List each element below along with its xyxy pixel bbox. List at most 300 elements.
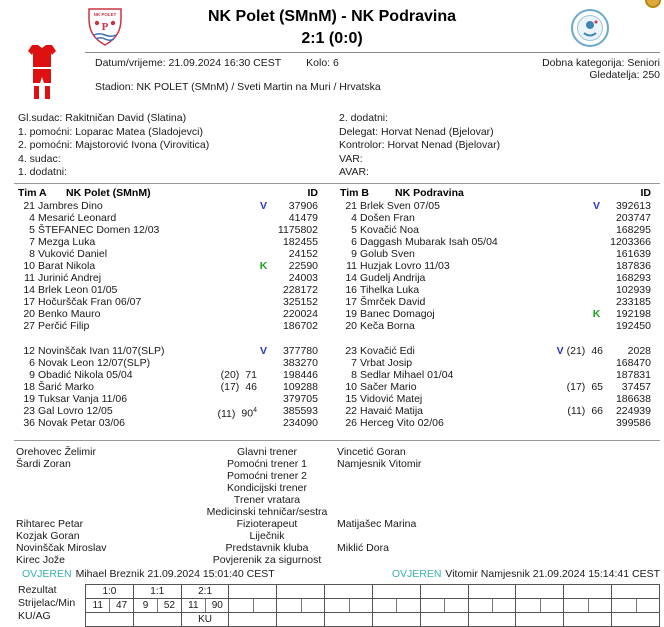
player-id: 192450	[615, 320, 651, 332]
team-b-header	[340, 187, 651, 200]
player-id: 392613	[615, 200, 651, 212]
substitution-for: (11)	[217, 407, 236, 420]
official-entry: Kontrolor: Horvat Nenad (Bjelovar)	[339, 139, 501, 151]
scorer-cell	[612, 599, 635, 612]
player-name: Obadić Nikola 05/04	[38, 369, 133, 381]
player-number: 14	[345, 272, 357, 284]
kuag-cell	[515, 613, 563, 626]
player-row	[340, 272, 651, 284]
team-name: NK Polet (SMnM)	[66, 187, 151, 199]
home-kit-icon	[28, 44, 56, 102]
player-row	[18, 284, 318, 296]
player-id: 161639	[615, 248, 651, 260]
player-name: Banec Domagoj	[360, 308, 435, 320]
player-row	[340, 369, 651, 381]
team-b-starters-list	[340, 200, 651, 332]
player-number: 27	[23, 320, 35, 332]
staff-name-team-b: Vincetić Goran	[337, 446, 406, 458]
player-row	[18, 236, 318, 248]
player-name: Kovačić Edi	[360, 345, 415, 357]
goalkeeper-badge: V	[592, 200, 600, 212]
score-cell: 1:0	[102, 586, 117, 597]
staff-role: Glavni trener	[236, 446, 298, 458]
player-id: 220024	[282, 308, 318, 320]
player-row	[340, 381, 651, 393]
score-cell	[611, 585, 659, 598]
player-row	[18, 405, 318, 420]
staff-role: Pomoćni trener 1	[227, 458, 307, 470]
staff-name-team-b: Matijašec Marina	[337, 518, 417, 530]
player-name: Brlek Sven 07/05	[360, 200, 440, 212]
player-number: 10	[23, 260, 35, 272]
minute-cell	[444, 599, 467, 612]
scorer-minute-cell	[515, 599, 563, 612]
player-name: Novak Leon 12/07(SLP)	[38, 357, 151, 369]
substitution-minute: 65	[591, 381, 603, 393]
player-name: Hočurščak Fran 06/07	[38, 296, 142, 308]
player-id: 186702	[282, 320, 318, 332]
player-status-zone	[257, 236, 270, 248]
player-name: Keča Borna	[360, 320, 415, 332]
staff-row	[16, 554, 660, 566]
player-number: 15	[345, 393, 357, 405]
official-entry: AVAR:	[339, 166, 369, 178]
player-row	[18, 357, 318, 369]
substitution-for: (21)	[566, 345, 586, 357]
result-row-labels	[18, 584, 75, 623]
player-row	[18, 320, 318, 332]
player-number: 4	[29, 212, 35, 224]
player-row	[18, 345, 318, 357]
scorer-cell	[229, 599, 252, 612]
player-row	[340, 224, 651, 236]
player-status-zone	[257, 357, 270, 369]
player-number: 11	[24, 272, 35, 284]
team-label: Tim B	[340, 187, 369, 199]
team-b-substitutes-list	[340, 345, 651, 429]
substitution-minute: $90^4$	[241, 407, 257, 420]
player-status-zone	[257, 320, 270, 332]
player-id: 198446	[282, 369, 318, 381]
player-name: Došen Fran	[360, 212, 415, 224]
officials-left	[18, 112, 339, 180]
player-row	[18, 272, 318, 284]
team-label: Tim A	[18, 187, 47, 199]
score-cell	[468, 585, 516, 598]
player-row	[340, 405, 651, 417]
player-row	[340, 236, 651, 248]
minute-cell	[492, 599, 515, 612]
scorer-cell	[277, 599, 300, 612]
staff-role: Trener vratara	[233, 494, 301, 506]
player-name: Mesarić Leonard	[38, 212, 117, 224]
result-row-label: Rezultat	[18, 584, 57, 596]
kuag-cell	[468, 613, 516, 626]
kuag-cell	[324, 613, 372, 626]
player-name: Gal Lovro 12/05	[38, 405, 113, 417]
separator-line	[14, 440, 660, 441]
player-number: 23	[345, 345, 357, 357]
player-name: Tuksar Vanja 11/06	[38, 393, 128, 405]
player-name: Mezga Luka	[38, 236, 96, 248]
scorer-minute-cell	[468, 599, 516, 612]
match-title: NK Polet (SMnM) - NK Podravina	[207, 8, 456, 25]
officials-section	[18, 112, 660, 180]
player-name: Vuković Daniel	[38, 248, 108, 260]
player-id: 203747	[615, 212, 651, 224]
player-row	[340, 308, 651, 320]
player-status-zone	[217, 405, 271, 420]
team-a-substitutes-list	[18, 345, 318, 429]
staff-row	[16, 470, 660, 482]
scorer-minute-cell	[133, 599, 181, 612]
id-column-header: ID	[640, 187, 651, 199]
minute-cell	[301, 599, 324, 612]
player-row	[18, 248, 318, 260]
player-name: Huzjak Lovro 11/03	[360, 260, 450, 272]
player-name: Benko Mauro	[38, 308, 101, 320]
minute-cell	[349, 599, 372, 612]
captain-badge: K	[259, 260, 268, 272]
minute-cell	[636, 599, 659, 612]
player-row	[18, 260, 318, 272]
player-number: 20	[23, 308, 35, 320]
kuag-cell	[276, 613, 324, 626]
official-entry: Gl.sudac: Rakitničan David (Slatina)	[18, 112, 187, 124]
player-id: 187836	[615, 260, 651, 272]
score-cell	[276, 585, 324, 598]
player-status-zone	[257, 224, 270, 236]
kuag-cell	[563, 613, 611, 626]
scorer-cell	[564, 599, 587, 612]
player-number: 21	[23, 200, 35, 212]
official-entry: Delegat: Horvat Nenad (Bjelovar)	[339, 125, 494, 138]
separator-line	[14, 183, 660, 184]
player-id: 187831	[615, 369, 651, 381]
player-number: 9	[351, 248, 357, 260]
player-id: 224939	[615, 405, 651, 417]
score-cell: 1:1	[133, 585, 181, 598]
staff-name-team-a: Kozjak Goran	[16, 530, 80, 542]
player-id: 377780	[282, 345, 318, 357]
staff-role: Liječnik	[249, 530, 285, 542]
player-row	[340, 345, 651, 357]
verification-status: OVJEREN	[22, 568, 72, 580]
player-number: 22	[345, 405, 357, 417]
minute-cell	[396, 599, 419, 612]
staff-row	[16, 530, 660, 542]
substitution-for: (17)	[220, 381, 240, 393]
player-name: Havaić Matija	[360, 405, 424, 417]
player-id: 168293	[615, 272, 651, 284]
player-row	[18, 308, 318, 320]
scorer-cell: 11	[92, 600, 103, 611]
player-number: 36	[23, 417, 35, 429]
official-entry: 2. dodatni:	[339, 112, 389, 124]
score-cell	[372, 585, 420, 598]
team-a-header	[18, 187, 318, 200]
scorer-minute-cell	[611, 599, 659, 612]
player-number: 26	[345, 417, 357, 429]
player-id: 234090	[282, 417, 318, 429]
player-row	[340, 393, 651, 405]
staff-role: Predstavnik kluba	[225, 542, 309, 554]
player-status-zone	[257, 393, 270, 405]
substitution-for: (11)	[567, 405, 586, 417]
team-name: NK Podravina	[395, 187, 464, 199]
player-name: Barat Nikola	[38, 260, 96, 272]
score-cell	[420, 585, 468, 598]
player-name: Daggash Mubarak Isah 05/04	[360, 236, 498, 248]
player-status-zone	[257, 284, 270, 296]
player-status-zone	[257, 345, 270, 357]
player-status-zone	[257, 308, 270, 320]
player-id: 41479	[288, 212, 318, 224]
staff-role: Fizioterapeut	[236, 518, 298, 530]
player-row	[18, 200, 318, 212]
staff-row	[16, 482, 660, 494]
kuag-cell	[133, 613, 181, 626]
player-status-zone	[257, 260, 270, 272]
score-cell	[228, 585, 276, 598]
verification-signer: Vitomir Namjesnik 21.09.2024 15:14:41 CEST	[445, 568, 660, 580]
staff-row	[16, 518, 660, 530]
player-status-zone	[221, 381, 270, 393]
substitution-minute: 46	[245, 381, 257, 393]
player-name: Šarić Marko	[38, 381, 95, 393]
player-id: 24152	[288, 248, 318, 260]
scorer-minute-cell	[324, 599, 372, 612]
player-id: 2028	[627, 345, 651, 357]
player-id: 192198	[615, 308, 651, 320]
scorer-cell: 9	[142, 600, 149, 611]
official-entry: 1. pomoćni: Loparac Matea (Sladojevci)	[18, 125, 204, 138]
player-name: Gudelj Andrija	[360, 272, 426, 284]
player-name: Perčić Filip	[38, 320, 90, 332]
player-status-zone	[221, 369, 270, 381]
verification-left	[22, 568, 275, 580]
match-round: Kolo: 6	[306, 57, 339, 69]
player-status-zone	[590, 200, 603, 212]
player-id: 168295	[615, 224, 651, 236]
staff-name-team-b: Namjesnik Vitomir	[337, 458, 422, 470]
captain-badge: K	[592, 308, 601, 320]
official-entry: 1. dodatni:	[18, 166, 68, 178]
player-status-zone	[590, 308, 603, 320]
scorer-minute-cell	[86, 599, 133, 612]
scorer-minute-cell	[563, 599, 611, 612]
minute-cell: 52	[157, 599, 180, 612]
gold-badge-icon	[645, 0, 661, 8]
player-number: 21	[345, 200, 357, 212]
player-status-zone	[257, 417, 270, 429]
player-id: 399586	[615, 417, 651, 429]
player-name: Šmrček David	[360, 296, 426, 308]
player-number: 11	[346, 260, 357, 272]
player-name: Vrbat Josip	[360, 357, 413, 369]
player-row	[340, 357, 651, 369]
player-id: 383270	[282, 357, 318, 369]
player-id: 182455	[282, 236, 318, 248]
verification-signer: Mihael Breznik 21.09.2024 15:01:40 CEST	[75, 568, 275, 580]
score-cell	[515, 585, 563, 598]
player-id: 385593	[282, 405, 318, 417]
minute-cell: 90	[205, 599, 228, 612]
player-name: Brlek Leon 01/05	[38, 284, 118, 296]
player-name: Jurinić Andrej	[38, 272, 102, 284]
player-row	[340, 212, 651, 224]
staff-role: Povjerenik za sigurnost	[212, 554, 322, 566]
player-id: 22590	[288, 260, 318, 272]
scorer-minute-cell	[420, 599, 468, 612]
scorer-minute-cell	[276, 599, 324, 612]
score-cell: 2:1	[181, 585, 229, 598]
staff-row	[16, 494, 660, 506]
staff-row	[16, 446, 660, 458]
scorer-cell	[421, 599, 444, 612]
result-table	[85, 584, 660, 627]
player-number: 14	[23, 284, 35, 296]
player-status-zone	[257, 248, 270, 260]
result-scorer-row	[86, 598, 659, 612]
player-id: 233185	[615, 296, 651, 308]
player-id: 109288	[282, 381, 318, 393]
player-row	[18, 224, 318, 236]
scorer-minute-cell	[228, 599, 276, 612]
player-id: 102939	[615, 284, 651, 296]
player-id: 1175802	[277, 224, 318, 236]
kuag-cell: KU	[181, 613, 229, 626]
player-number: 17	[23, 296, 35, 308]
player-name: Vidović Matej	[360, 393, 423, 405]
player-number: 19	[345, 308, 357, 320]
result-row-label: KU/AG	[18, 610, 51, 622]
match-info-block	[85, 52, 660, 99]
goalkeeper-badge: V	[259, 200, 267, 212]
player-name: Kovačić Noa	[360, 224, 419, 236]
scorer-cell	[516, 599, 539, 612]
player-number: 12	[23, 345, 35, 357]
result-kuag-row	[86, 612, 659, 626]
staff-name-team-a: Šardi Zoran	[16, 458, 71, 470]
svg-text:P: P	[101, 21, 109, 33]
player-row	[340, 320, 651, 332]
player-row	[340, 417, 651, 429]
player-name: Novak Petar 03/06	[38, 417, 125, 429]
player-row	[18, 381, 318, 393]
scorer-minute-cell	[372, 599, 420, 612]
player-number: 10	[345, 381, 357, 393]
team-a-starters-list	[18, 200, 318, 332]
kuag-cell	[86, 613, 133, 626]
age-category: Dobna kategorija: Seniori	[542, 57, 660, 69]
team-b-column	[340, 187, 651, 429]
staff-row	[16, 506, 660, 518]
substitution-minute: 46	[591, 345, 603, 357]
official-entry: 2. pomoćni: Majstorović Ivona (Virovitica)	[18, 139, 210, 151]
scorer-cell	[325, 599, 348, 612]
player-row	[18, 369, 318, 381]
player-id: 37906	[288, 200, 318, 212]
staff-name-team-a: Orehovec Želimir	[16, 446, 96, 458]
player-status-zone	[257, 212, 270, 224]
player-status-zone	[257, 200, 270, 212]
player-number: 23	[23, 405, 35, 417]
player-name: Herceg Vito 02/06	[360, 417, 444, 429]
player-name: Tihelka Luka	[360, 284, 420, 296]
player-id: 325152	[282, 296, 318, 308]
player-number: 17	[345, 296, 357, 308]
staff-name-team-b: Miklić Dora	[337, 542, 389, 554]
scorer-cell: 11	[188, 600, 199, 611]
staff-row	[16, 542, 660, 554]
goalkeeper-badge: V	[556, 345, 564, 357]
team-a-column	[18, 187, 318, 429]
player-number: 7	[351, 357, 357, 369]
staff-section	[16, 446, 660, 566]
kuag-cell	[420, 613, 468, 626]
player-id: 168470	[615, 357, 651, 369]
match-meta-right	[542, 57, 660, 81]
player-id: 1203366	[610, 236, 651, 248]
official-entry: 4. sudac:	[18, 152, 61, 165]
player-number: 6	[351, 236, 357, 248]
player-row	[18, 212, 318, 224]
player-number: 16	[345, 284, 357, 296]
player-status-zone	[567, 381, 603, 393]
staff-name-team-a: Rihtarec Petar	[16, 518, 84, 530]
player-number: 5	[29, 224, 35, 236]
player-number: 19	[23, 393, 35, 405]
minute-cell: 47	[109, 599, 132, 612]
substitution-minute: 71	[245, 369, 257, 381]
player-name: Sedlar Mihael 01/04	[360, 369, 454, 381]
attendance: Gledatelja: 250	[589, 69, 660, 81]
match-datetime: Datum/vrijeme: 21.09.2024 16:30 CEST	[95, 57, 282, 69]
official-entry: VAR:	[339, 152, 363, 165]
player-row	[340, 296, 651, 308]
scorer-cell	[469, 599, 492, 612]
player-row	[340, 248, 651, 260]
player-number: 7	[29, 236, 35, 248]
player-name: Sačer Mario	[360, 381, 417, 393]
staff-role: Pomoćni trener 2	[227, 470, 307, 482]
player-number: 6	[29, 357, 35, 369]
player-status-zone	[567, 405, 603, 417]
player-status-zone	[554, 345, 603, 357]
verification-status: OVJEREN	[391, 568, 442, 580]
kuag-cell	[611, 613, 659, 626]
player-name: Novinščak Ivan 11/07(SLP)	[38, 345, 165, 357]
player-name: ŠTEFANEC Domen 12/03	[38, 224, 160, 236]
player-row	[340, 284, 651, 296]
svg-text:NK POLET: NK POLET	[93, 12, 117, 17]
player-number: 8	[351, 369, 357, 381]
player-status-zone	[257, 272, 270, 284]
result-row-label: Strijelac/Min	[18, 597, 76, 609]
minute-cell	[540, 599, 563, 612]
staff-name-team-a: Kirec Jože	[16, 554, 66, 566]
staff-role: Kondicijski trener	[227, 482, 307, 494]
player-row	[18, 296, 318, 308]
officials-right	[339, 112, 660, 180]
player-id: 228172	[282, 284, 318, 296]
kuag-cell	[372, 613, 420, 626]
staff-role: Medicinski tehničar/sestra	[206, 506, 328, 518]
player-row	[18, 417, 318, 429]
substitution-for: (20)	[220, 369, 240, 381]
minute-cell	[253, 599, 276, 612]
